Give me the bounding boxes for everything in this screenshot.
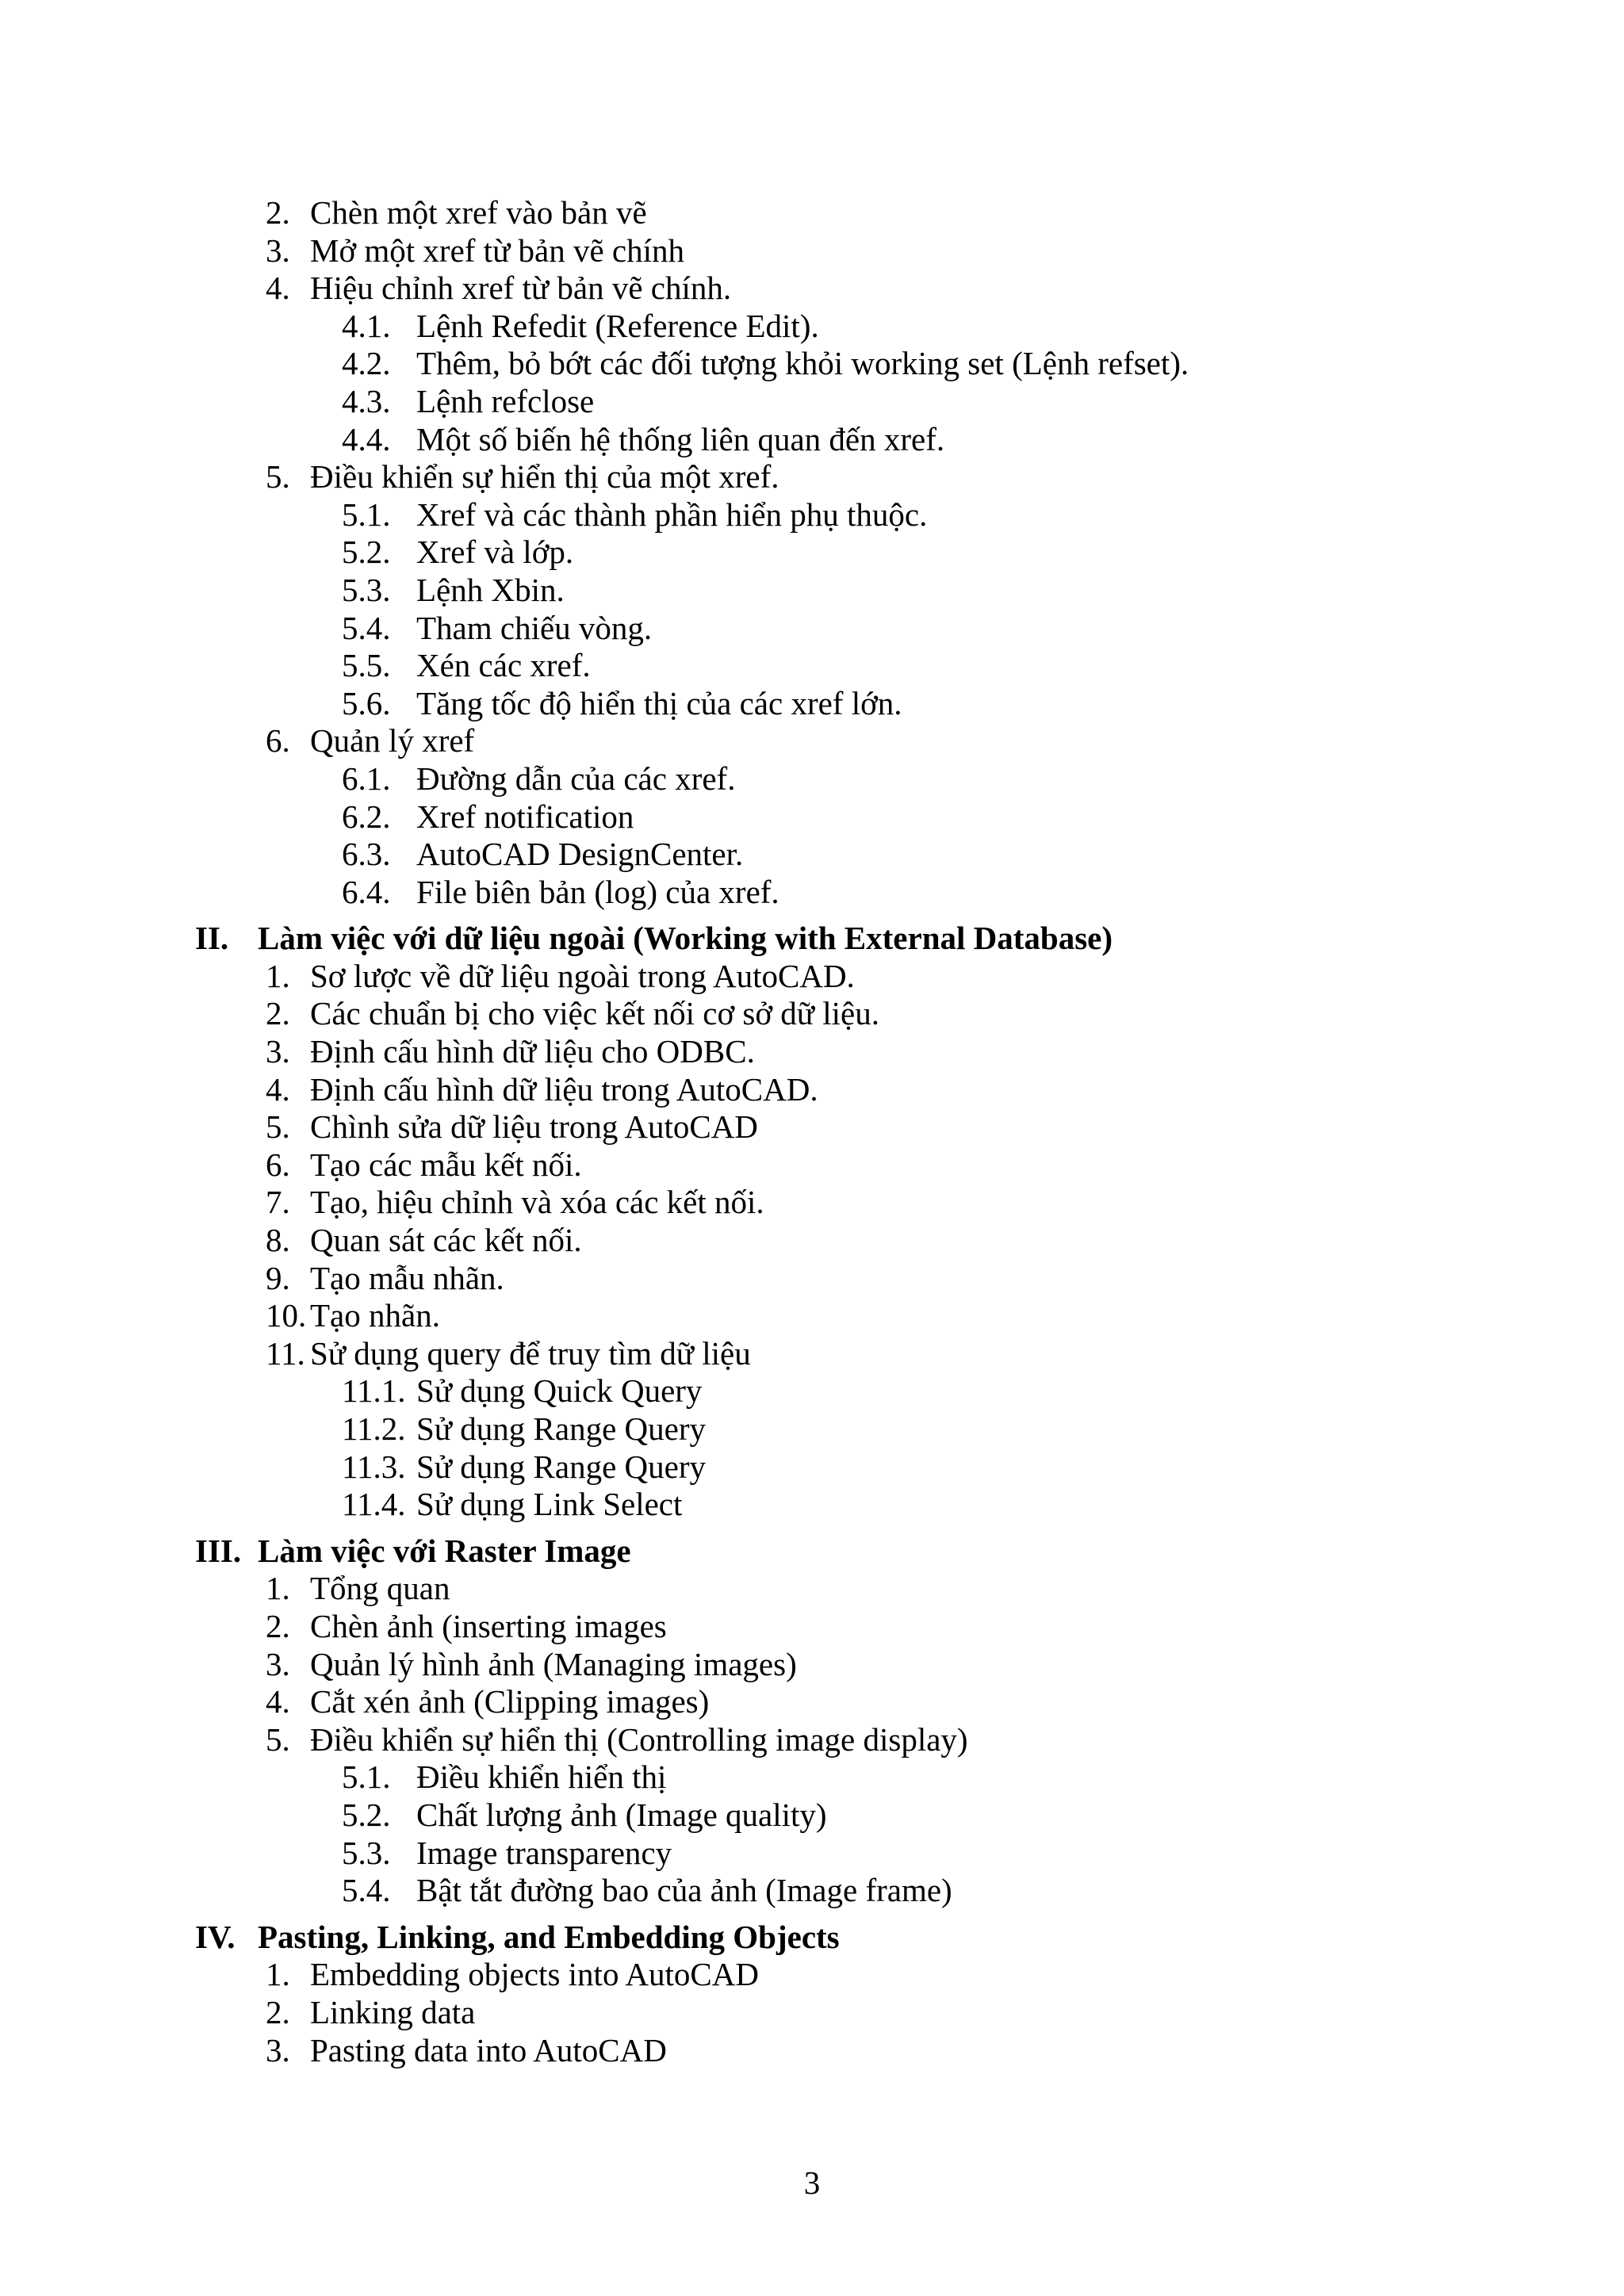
item-number: 5.2. [342, 1796, 391, 1833]
toc-line [0, 722, 1624, 760]
toc-line [0, 995, 1624, 1033]
item-number: 4.4. [342, 420, 391, 457]
section-number: II. [195, 920, 229, 957]
toc-line [0, 1297, 1624, 1335]
toc-subline [0, 874, 1624, 912]
toc-subline [0, 836, 1624, 874]
item-text: Xref và các thành phần hiển phụ thuộc. [416, 496, 928, 533]
item-text: Bật tắt đường bao của ảnh (Image frame) [416, 1872, 952, 1909]
toc-subline [0, 1448, 1624, 1487]
item-text: Xref notification [416, 798, 634, 835]
section-title: Làm việc với Raster Image [258, 1532, 631, 1569]
item-number: 5.6. [342, 684, 391, 721]
item-number: 6.4. [342, 873, 391, 910]
item-text: Lệnh refclose [416, 382, 595, 419]
item-number: 6.1. [342, 760, 391, 797]
item-number: 8. [266, 1222, 290, 1259]
item-number: 5.4. [342, 609, 391, 646]
toc-subline [0, 647, 1624, 685]
toc-line [0, 1033, 1624, 1071]
item-number: 4. [266, 270, 290, 307]
item-number: 4.3. [342, 382, 391, 419]
item-text: Linking data [310, 1993, 476, 2030]
item-text: Sử dụng Range Query [416, 1448, 706, 1485]
item-number: 5. [266, 1108, 290, 1146]
toc-subline [0, 1486, 1624, 1524]
item-number: 7. [266, 1184, 290, 1221]
item-text: Tạo, hiệu chỉnh và xóa các kết nối. [310, 1184, 764, 1221]
item-number: 6. [266, 1146, 290, 1183]
section-number: III. [195, 1532, 242, 1569]
toc-line [0, 232, 1624, 270]
item-number: 3. [266, 1033, 290, 1070]
section-title: Làm việc với dữ liệu ngoài (Working with External Database) [258, 920, 1113, 957]
item-text: Image transparency [416, 1834, 672, 1871]
item-text: Chèn ảnh (inserting images [310, 1607, 667, 1644]
item-text: Cắt xén ảnh (Clipping images) [310, 1683, 710, 1720]
toc-subline [0, 308, 1624, 346]
item-number: 9. [266, 1259, 290, 1296]
toc-line [0, 1608, 1624, 1646]
item-number: 3. [266, 232, 290, 269]
section-heading [0, 1919, 1624, 1957]
item-text: Tạo mẫu nhãn. [310, 1259, 504, 1296]
toc-line [0, 1721, 1624, 1759]
item-number: 1. [266, 1956, 290, 1993]
item-number: 5.1. [342, 1758, 391, 1796]
item-number: 2. [266, 194, 290, 231]
item-number: 11. [266, 1334, 305, 1372]
item-text: Đường dẫn của các xref. [416, 760, 736, 797]
item-text: Sử dụng Range Query [416, 1410, 706, 1447]
toc-line [0, 1222, 1624, 1260]
item-text: Định cấu hình dữ liệu cho ODBC. [310, 1033, 755, 1070]
toc-line [0, 1146, 1624, 1184]
item-number: 11.3. [342, 1448, 406, 1485]
toc-subline [0, 1797, 1624, 1835]
item-text: Xref và lớp. [416, 534, 574, 571]
item-number: 1. [266, 957, 290, 994]
item-number: 5.2. [342, 534, 391, 571]
item-text: Sử dụng query để truy tìm dữ liệu [310, 1334, 751, 1372]
item-number: 2. [266, 1993, 290, 2030]
item-text: Tổng quan [310, 1570, 450, 1607]
page-number: 3 [803, 2164, 821, 2201]
item-number: 5.3. [342, 1834, 391, 1871]
item-number: 5. [266, 458, 290, 496]
item-text: Sử dụng Quick Query [416, 1372, 703, 1410]
item-text: Định cấu hình dữ liệu trong AutoCAD. [310, 1070, 818, 1108]
item-text: Tăng tốc độ hiển thị của các xref lớn. [416, 684, 902, 721]
section-number: IV. [195, 1918, 236, 1955]
toc-subline [0, 760, 1624, 798]
toc-subline [0, 1835, 1624, 1873]
toc-subline [0, 1410, 1624, 1448]
section-heading [0, 1533, 1624, 1571]
toc-line [0, 1335, 1624, 1373]
item-text: AutoCAD DesignCenter. [416, 836, 744, 873]
toc-subline [0, 1758, 1624, 1797]
item-number: 5. [266, 1720, 290, 1758]
toc-subline [0, 1872, 1624, 1910]
item-number: 5.3. [342, 571, 391, 608]
item-text: Một số biến hệ thống liên quan đến xref. [416, 420, 945, 457]
item-number: 4.2. [342, 345, 391, 382]
item-text: Pasting data into AutoCAD [310, 2031, 667, 2068]
toc-subline [0, 534, 1624, 572]
item-number: 5.1. [342, 496, 391, 533]
toc-line [0, 1683, 1624, 1721]
toc-subline [0, 421, 1624, 459]
item-number: 6.3. [342, 836, 391, 873]
toc-line [0, 458, 1624, 496]
item-text: Sử dụng Link Select [416, 1486, 683, 1523]
toc-line [0, 1108, 1624, 1146]
item-text: Quản lý hình ảnh (Managing images) [310, 1645, 797, 1682]
toc-subline [0, 685, 1624, 723]
item-text: Tạo nhãn. [310, 1297, 440, 1334]
item-number: 2. [266, 995, 290, 1032]
item-number: 5.4. [342, 1872, 391, 1909]
toc-line [0, 2032, 1624, 2070]
item-number: 4. [266, 1683, 290, 1720]
toc-line [0, 1994, 1624, 2032]
toc-subline [0, 345, 1624, 383]
item-number: 3. [266, 2031, 290, 2068]
toc-line [0, 270, 1624, 308]
item-number: 11.2. [342, 1410, 406, 1447]
item-number: 5.5. [342, 647, 391, 684]
item-text: Điều khiển hiển thị [416, 1758, 667, 1796]
item-number: 11.1. [342, 1372, 406, 1410]
item-number: 6.2. [342, 798, 391, 835]
item-text: File biên bản (log) của xref. [416, 873, 779, 910]
item-number: 3. [266, 1645, 290, 1682]
item-text: Lệnh Xbin. [416, 571, 565, 608]
toc-line [0, 958, 1624, 996]
item-text: Chèn một xref vào bản vẽ [310, 194, 647, 231]
item-text: Tạo các mẫu kết nối. [310, 1146, 582, 1183]
item-text: Mở một xref từ bản vẽ chính [310, 232, 685, 269]
item-number: 1. [266, 1570, 290, 1607]
item-text: Thêm, bỏ bớt các đối tượng khỏi working set (Lệnh refset). [416, 345, 1189, 382]
section-heading [0, 920, 1624, 958]
item-number: 11.4. [342, 1486, 406, 1523]
item-text: Điều khiển sự hiển thị (Controlling image display) [310, 1720, 968, 1758]
toc-line [0, 1646, 1624, 1684]
item-text: Chất lượng ảnh (Image quality) [416, 1796, 827, 1833]
item-number: 6. [266, 722, 290, 760]
item-number: 10. [266, 1297, 307, 1334]
item-text: Sơ lược về dữ liệu ngoài trong AutoCAD. [310, 957, 855, 994]
item-text: Tham chiếu vòng. [416, 609, 653, 646]
toc-subline [0, 496, 1624, 534]
toc-subline [0, 610, 1624, 648]
item-number: 4.1. [342, 307, 391, 344]
item-text: Xén các xref. [416, 647, 591, 684]
item-text: Các chuẩn bị cho việc kết nối cơ sở dữ liệu. [310, 995, 879, 1032]
toc-line [0, 1956, 1624, 1994]
item-number: 4. [266, 1070, 290, 1108]
toc-subline [0, 383, 1624, 421]
toc-line [0, 1260, 1624, 1298]
item-number: 2. [266, 1607, 290, 1644]
toc-line [0, 1071, 1624, 1109]
item-text: Chình sửa dữ liệu trong AutoCAD [310, 1108, 758, 1146]
table-of-contents [0, 194, 1624, 2069]
section-title: Pasting, Linking, and Embedding Objects [258, 1918, 840, 1955]
toc-line [0, 194, 1624, 232]
item-text: Quan sát các kết nối. [310, 1222, 582, 1259]
item-text: Quản lý xref [310, 722, 475, 760]
item-text: Hiệu chỉnh xref từ bản vẽ chính. [310, 270, 732, 307]
toc-line [0, 1570, 1624, 1608]
toc-subline [0, 798, 1624, 836]
toc-line [0, 1184, 1624, 1222]
item-text: Lệnh Refedit (Reference Edit). [416, 307, 819, 344]
item-text: Điều khiển sự hiển thị của một xref. [310, 458, 779, 496]
toc-subline [0, 1372, 1624, 1410]
item-text: Embedding objects into AutoCAD [310, 1956, 759, 1993]
toc-subline [0, 572, 1624, 610]
